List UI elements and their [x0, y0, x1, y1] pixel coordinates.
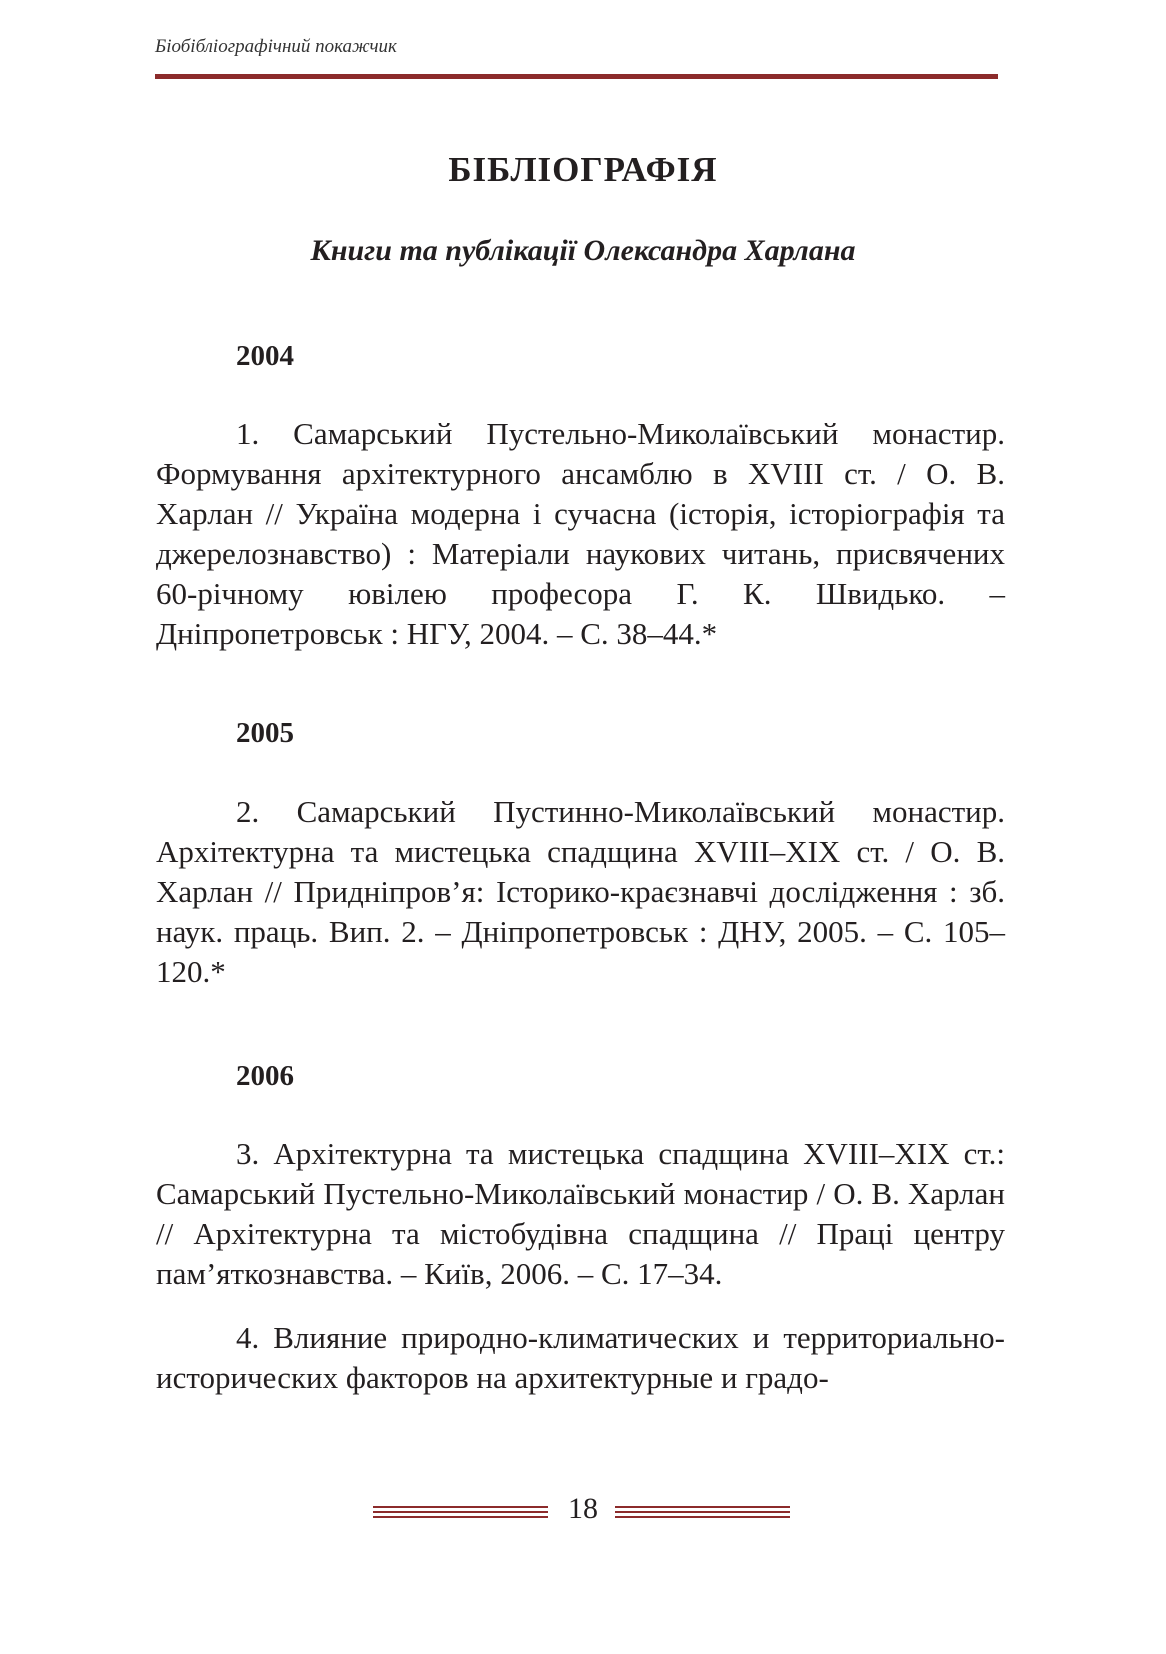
year-heading-2006: 2006: [236, 1060, 294, 1092]
page-number: 18: [568, 1492, 598, 1525]
year-heading-2005: 2005: [236, 717, 294, 749]
footer-rule-left: [373, 1506, 548, 1521]
year-heading-2004: 2004: [236, 340, 294, 372]
header-rule: [155, 74, 998, 79]
page-subtitle: Книги та публікації Олександра Харлана: [310, 234, 856, 267]
bibliography-entry-2: 2. Самарський Пустинно-Миколаївський монастир. Архітектурна та мистецька спадщина XVIII–XIX ст. / О. В. Харлан // Придніпров’я: Історико-краєзнавчі дослідження : зб. наук. праць. Вип. 2. – Дніпропетровськ : ДНУ, 2005. – С. 105–120.*: [156, 794, 1005, 989]
footer-rule-right: [615, 1506, 790, 1521]
bibliography-entry-4: 4. Влияние природно-климатических и территориально-исторических факторов на архитектурные и градо-: [156, 1320, 1005, 1395]
page-footer: [0, 1492, 1166, 1532]
bibliography-entry-1: 1. Самарський Пустельно-Миколаївський монастир. Формування архітектурного ансамблю в XVIII ст. / О. В. Харлан // Україна модерна і сучасна (історія, історіографія та джерелознавство) : Матеріали наукових читань, присвячених 60-річному ювілею професора Г. К. Швидько. – Дніпропетровськ : НГУ, 2004. – С. 38–44.*: [156, 416, 1005, 651]
bibliography-entry-3: 3. Архітектурна та мистецька спадщина XVIII–XIX ст.: Самарський Пустельно-Миколаївський монастир / О. В. Харлан // Архітектурна та містобудівна спадщина // Праці центру пам’яткознавства. – Київ, 2006. – С. 17–34.: [156, 1136, 1005, 1291]
page-title: БІБЛІОГРАФІЯ: [448, 150, 718, 189]
running-head: Біобібліографічний покажчик: [155, 36, 397, 57]
